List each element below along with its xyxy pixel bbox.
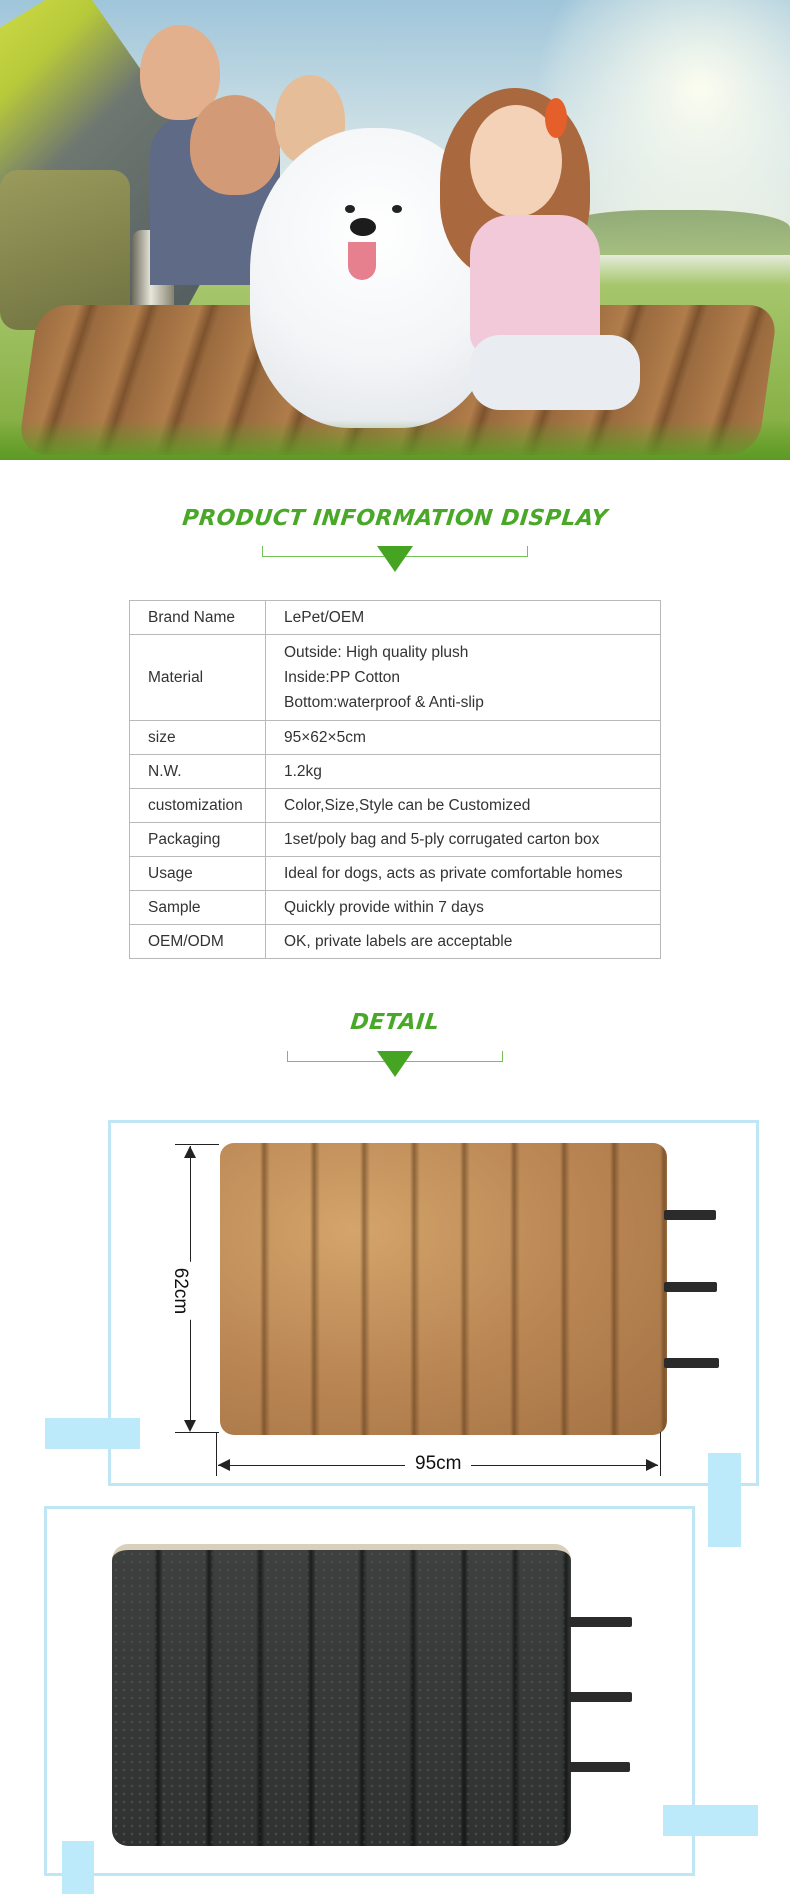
dog-nose	[350, 218, 376, 236]
dimension-tick	[175, 1432, 219, 1433]
table-row	[130, 789, 661, 823]
spec-key: size	[130, 721, 266, 755]
waterproof-bottom-photo	[112, 1544, 571, 1846]
table-row	[130, 755, 661, 789]
table-row	[130, 635, 661, 721]
decor-block	[708, 1453, 741, 1547]
spec-table	[129, 600, 661, 959]
spec-key: OEM/ODM	[130, 925, 266, 959]
spec-key: customization	[130, 789, 266, 823]
father-face	[190, 95, 280, 195]
decor-block	[663, 1805, 758, 1836]
spec-value: LePet/OEM	[266, 601, 661, 635]
width-label: 95cm	[405, 1453, 471, 1475]
girl-body	[470, 215, 600, 355]
material-bottom: Bottom:waterproof & Anti-slip	[284, 694, 484, 711]
down-arrow-icon	[377, 546, 413, 572]
dog-tongue	[348, 242, 376, 280]
product-info-title: PRODUCT INFORMATION DISPLAY	[181, 506, 609, 531]
spec-value: 95×62×5cm	[266, 721, 661, 755]
table-row	[130, 823, 661, 857]
down-arrow-icon	[377, 1051, 413, 1077]
arrow-down-icon	[184, 1420, 196, 1432]
spec-value: 1.2kg	[266, 755, 661, 789]
spec-value: Ideal for dogs, acts as private comfortable homes	[266, 857, 661, 891]
material-inside: Inside:PP Cotton	[284, 669, 401, 686]
spec-key: Packaging	[130, 823, 266, 857]
arrow-up-icon	[184, 1146, 196, 1158]
table-row	[130, 925, 661, 959]
decor-block	[45, 1418, 140, 1449]
height-label: 62cm	[169, 1262, 191, 1320]
spec-value	[266, 635, 661, 721]
decor-block	[62, 1841, 94, 1894]
material-outside: Outside: High quality plush	[284, 644, 469, 661]
table-row	[130, 857, 661, 891]
spec-key: Usage	[130, 857, 266, 891]
spec-key: N.W.	[130, 755, 266, 789]
spec-value: Quickly provide within 7 days	[266, 891, 661, 925]
arrow-right-icon	[646, 1459, 658, 1471]
spec-key: Sample	[130, 891, 266, 925]
mat-strap	[664, 1210, 716, 1220]
dimension-tick	[216, 1432, 217, 1476]
girl-legs	[470, 335, 640, 410]
mat-strap	[568, 1762, 630, 1772]
hero-banner-image	[0, 0, 790, 460]
spec-value: 1set/poly bag and 5-ply corrugated carton box	[266, 823, 661, 857]
table-row	[130, 601, 661, 635]
plush-mat-photo	[220, 1143, 667, 1435]
spec-key: Material	[130, 635, 266, 721]
dimension-tick	[175, 1144, 219, 1145]
mat-strap	[568, 1617, 632, 1627]
dog-eye	[392, 205, 402, 213]
arrow-left-icon	[218, 1459, 230, 1471]
dimension-tick	[660, 1432, 661, 1476]
mat-strap	[568, 1692, 632, 1702]
table-row	[130, 891, 661, 925]
detail-title: DETAIL	[349, 1010, 441, 1035]
spec-value: OK, private labels are acceptable	[266, 925, 661, 959]
table-row	[130, 721, 661, 755]
mat-strap	[664, 1358, 719, 1368]
dog-eye	[345, 205, 355, 213]
girl-hair-bow	[545, 98, 567, 138]
spec-key: Brand Name	[130, 601, 266, 635]
spec-value: Color,Size,Style can be Customized	[266, 789, 661, 823]
mat-strap	[664, 1282, 717, 1292]
grass	[0, 420, 790, 460]
